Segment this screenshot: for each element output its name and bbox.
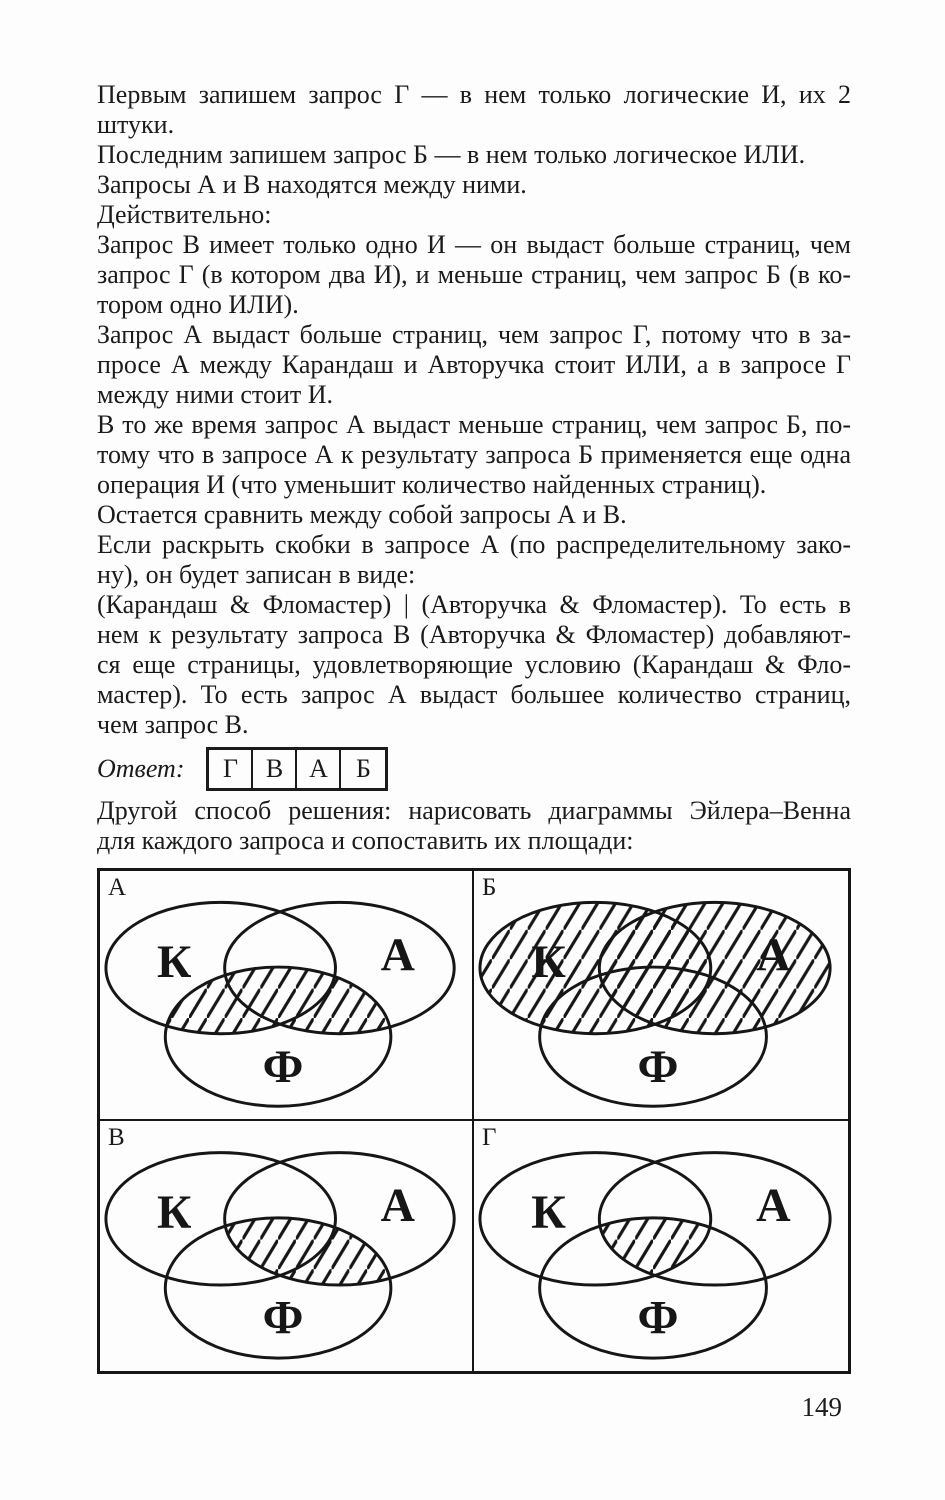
venn-diagram-a-svg (100, 871, 472, 1119)
text-line: Запрос В имеет только одно И — он выдаст больше страниц, чем (97, 230, 851, 259)
text-line: В то же время запрос А выдаст меньше страниц, чем запрос Б, по- (97, 410, 851, 439)
set-label-k: К (156, 1186, 192, 1239)
venn-cell-label: А (108, 874, 127, 901)
venn-cell-g (474, 1121, 848, 1371)
answer-row (97, 746, 851, 792)
venn-cell-v (100, 1121, 474, 1371)
answer-cell: Г (209, 750, 253, 788)
set-label-a: А (380, 929, 415, 982)
paragraph (97, 230, 851, 320)
set-label-k: К (156, 936, 192, 989)
paragraph (97, 140, 851, 170)
text-line: Последним запишем запрос Б — в нем только логическое ИЛИ. (97, 140, 806, 169)
solution-text-block (97, 80, 851, 740)
venn-diagram-b-svg (474, 871, 848, 1119)
set-label-a: А (756, 1180, 791, 1232)
text-line: мастер). То есть запрос А выдаст большее количество страниц, (97, 680, 851, 709)
set-label-f: Ф (637, 1292, 679, 1345)
venn-diagram-g-svg (474, 1121, 848, 1371)
text-line: ся еще страницы, удовлетворяющие условию (Карандаш & Фло- (97, 650, 851, 679)
text-line: тором одно ИЛИ). (97, 290, 299, 319)
text-line: запрос Г (в котором два И), и меньше страниц, чем запрос Б (в ко- (97, 260, 851, 289)
text-line: Запрос А выдаст больше страниц, чем запрос Г, потому что в за- (97, 320, 851, 349)
text-line: Если раскрыть скобки в запросе А (по распределительному зако- (97, 530, 851, 559)
venn-cell-label: Г (482, 1124, 497, 1151)
text-line: чем запрос В. (97, 710, 249, 739)
answer-cell: А (297, 750, 341, 788)
text-line: Первым запишем запрос Г — в нем только логические И, их 2 (97, 80, 851, 109)
text-line: Запросы А и В находятся между ними. (97, 170, 527, 199)
text-line: ну), он будет записан в виде: (97, 560, 416, 589)
paragraph (97, 200, 851, 230)
paragraph (97, 530, 851, 590)
set-label-k: К (531, 936, 566, 988)
text-line: тому что в запросе А к результату запроса Б применяется еще одна (97, 440, 851, 469)
venn-diagram-grid (97, 868, 851, 1374)
text-line: для каждого запроса и сопоставить их площади: (97, 826, 634, 855)
set-label-f: Ф (262, 1041, 304, 1093)
answer-cell: Б (356, 754, 371, 783)
paragraph (97, 500, 851, 530)
text-line: операция И (что уменьшит количество найденных страниц). (97, 470, 767, 499)
paragraph (97, 590, 851, 740)
page-content (97, 80, 851, 1374)
venn-cell-label: Б (482, 874, 497, 901)
text-line: просе А между Карандаш и Авторучка стоит ИЛИ, а в запросе Г (97, 350, 851, 379)
text-line: (Карандаш & Фломастер) | (Авторучка & Фломастер). То есть в (97, 590, 851, 619)
text-line: штуки. (97, 110, 175, 139)
answer-label: Ответ: (97, 754, 185, 783)
text-line: нем к результату запроса В (Авторучка & Фломастер) добавляют- (97, 620, 851, 649)
text-line: между ними стоит И. (97, 380, 333, 409)
text-line: Действительно: (97, 200, 272, 229)
venn-cell-a (100, 871, 474, 1121)
set-label-f: Ф (637, 1041, 679, 1093)
set-label-a: А (380, 1179, 415, 1232)
venn-diagram-v-svg (100, 1121, 472, 1371)
paragraph (97, 80, 851, 140)
answer-cell: В (253, 750, 297, 788)
set-label-f: Ф (262, 1292, 304, 1345)
paragraph (97, 796, 851, 856)
venn-cell-b (474, 871, 848, 1121)
text-line: Остается сравнить между собой запросы А и В. (97, 500, 627, 529)
set-label-a: А (756, 929, 791, 982)
answer-boxes (206, 747, 388, 791)
text-line: Другой способ решения: нарисовать диаграммы Эйлера–Венна (97, 796, 851, 825)
page-number: 149 (801, 1392, 842, 1422)
set-label-k: К (531, 1186, 566, 1239)
alt-method-text-block (97, 796, 851, 856)
paragraph (97, 170, 851, 200)
venn-cell-label: В (108, 1124, 125, 1151)
paragraph (97, 410, 851, 500)
paragraph (97, 320, 851, 410)
